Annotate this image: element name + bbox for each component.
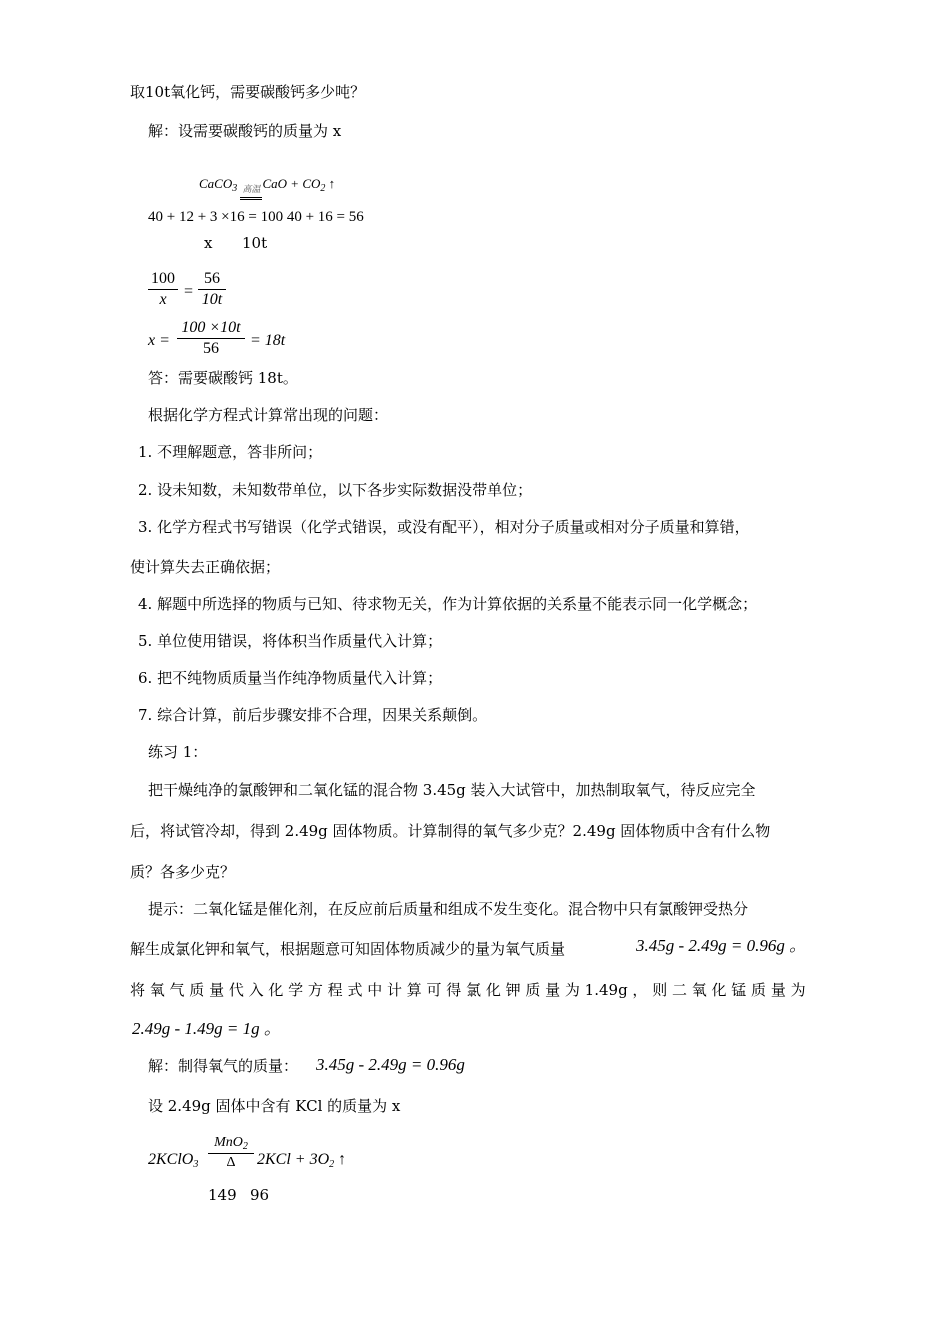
mass-149: 149 <box>208 1186 237 1204</box>
problem-item: 3. 化学方程式书写错误（化学式错误，或没有配平），相对分子质量或相对分子质量和算错， <box>138 518 750 536</box>
equation-caco3: CaCO$_3$ 高温 CaO + $CO_2$ ↑ <box>199 174 335 199</box>
exercise-label: 练习 1： <box>148 743 208 761</box>
problems-heading: 根据化学方程式计算常出现的问题： <box>148 406 389 424</box>
fraction-56-over-10t: 56 10t <box>198 270 226 309</box>
problem-item: 1. 不理解题意，答非所问； <box>138 443 323 461</box>
solution-label: 解：制得氧气的质量： <box>148 1057 299 1075</box>
result-fraction: 100 ×10t 56 <box>177 319 245 358</box>
problem-item: 5. 单位使用错误，将体积当作质量代入计算； <box>138 632 443 650</box>
equation-kclo3-rhs: $2KCl + 3O_2$ ↑ <box>257 1151 347 1170</box>
mass-96: 96 <box>250 1186 270 1204</box>
fraction-100-over-x: 100 x <box>148 270 178 309</box>
problem-item: 4. 解题中所选择的物质与已知、待求物无关，作为计算依据的关系量不能表示同一化学概念； <box>138 595 758 613</box>
question-text: 取10t氧化钙，需要碳酸钙多少吨？ <box>130 83 366 101</box>
problem-item-continuation: 使计算失去正确依据； <box>130 558 281 576</box>
catalyst-condition: MnO$_2$ Δ <box>208 1135 254 1171</box>
hint-expression: 2.49g - 1.49g = 1g 。 <box>132 1019 281 1038</box>
hint-text: 将 氧 气 质 量 代 入 化 学 方 程 式 中 计 算 可 得 氯 化 钾 质 量 为 1.49g ， 则 二 氧 化 锰 质 量 为 <box>130 981 806 999</box>
equals-sign: = <box>184 283 194 300</box>
unknown-x: x <box>204 234 213 252</box>
condition-label: 高温 <box>242 184 261 194</box>
answer-text: 答：需要碳酸钙 18t。 <box>148 369 298 387</box>
exercise-paragraph: 质？各多少克？ <box>130 863 236 881</box>
solution-intro: 解：设需要碳酸钙的质量为 x <box>148 122 342 140</box>
molar-mass-line: 40 + 12 + 3 ×16 = 100 40 + 16 = 56 <box>148 209 364 225</box>
equation-kclo3-lhs: 2KClO$_3$ <box>148 1151 199 1170</box>
hint-text: 提示：二氧化锰是催化剂，在反应前后质量和组成不发生变化。混合物中只有氯酸钾受热分 <box>148 900 749 918</box>
known-10t: 10t <box>242 234 268 252</box>
oxygen-mass-expression: 3.45g - 2.49g = 0.96g <box>316 1055 465 1074</box>
problem-item: 7. 综合计算，前后步骤安排不合理，因果关系颠倒。 <box>138 706 488 724</box>
problem-item: 2. 设未知数，未知数带单位，以下各步实际数据没带单位； <box>138 481 533 499</box>
result-lhs: x = <box>148 332 170 349</box>
hint-text: 解生成氯化钾和氧气，根据题意可知固体物质减少的量为氧气质量 <box>130 940 566 958</box>
problem-item: 6. 把不纯物质质量当作纯净物质量代入计算； <box>138 669 443 687</box>
assumption-text: 设 2.49g 固体中含有 KCl 的质量为 x <box>148 1097 401 1115</box>
exercise-paragraph: 把干燥纯净的氯酸钾和二氧化锰的混合物 3.45g 装入大试管中，加热制取氧气，待反应完全 <box>148 781 756 799</box>
hint-expression: 3.45g - 2.49g = 0.96g 。 <box>636 936 807 955</box>
result-rhs: = 18t <box>250 332 286 349</box>
exercise-paragraph: 后，将试管冷却，得到 2.49g 固体物质。计算制得的氧气多少克？2.49g 固体物质中含有什么物 <box>130 822 771 840</box>
